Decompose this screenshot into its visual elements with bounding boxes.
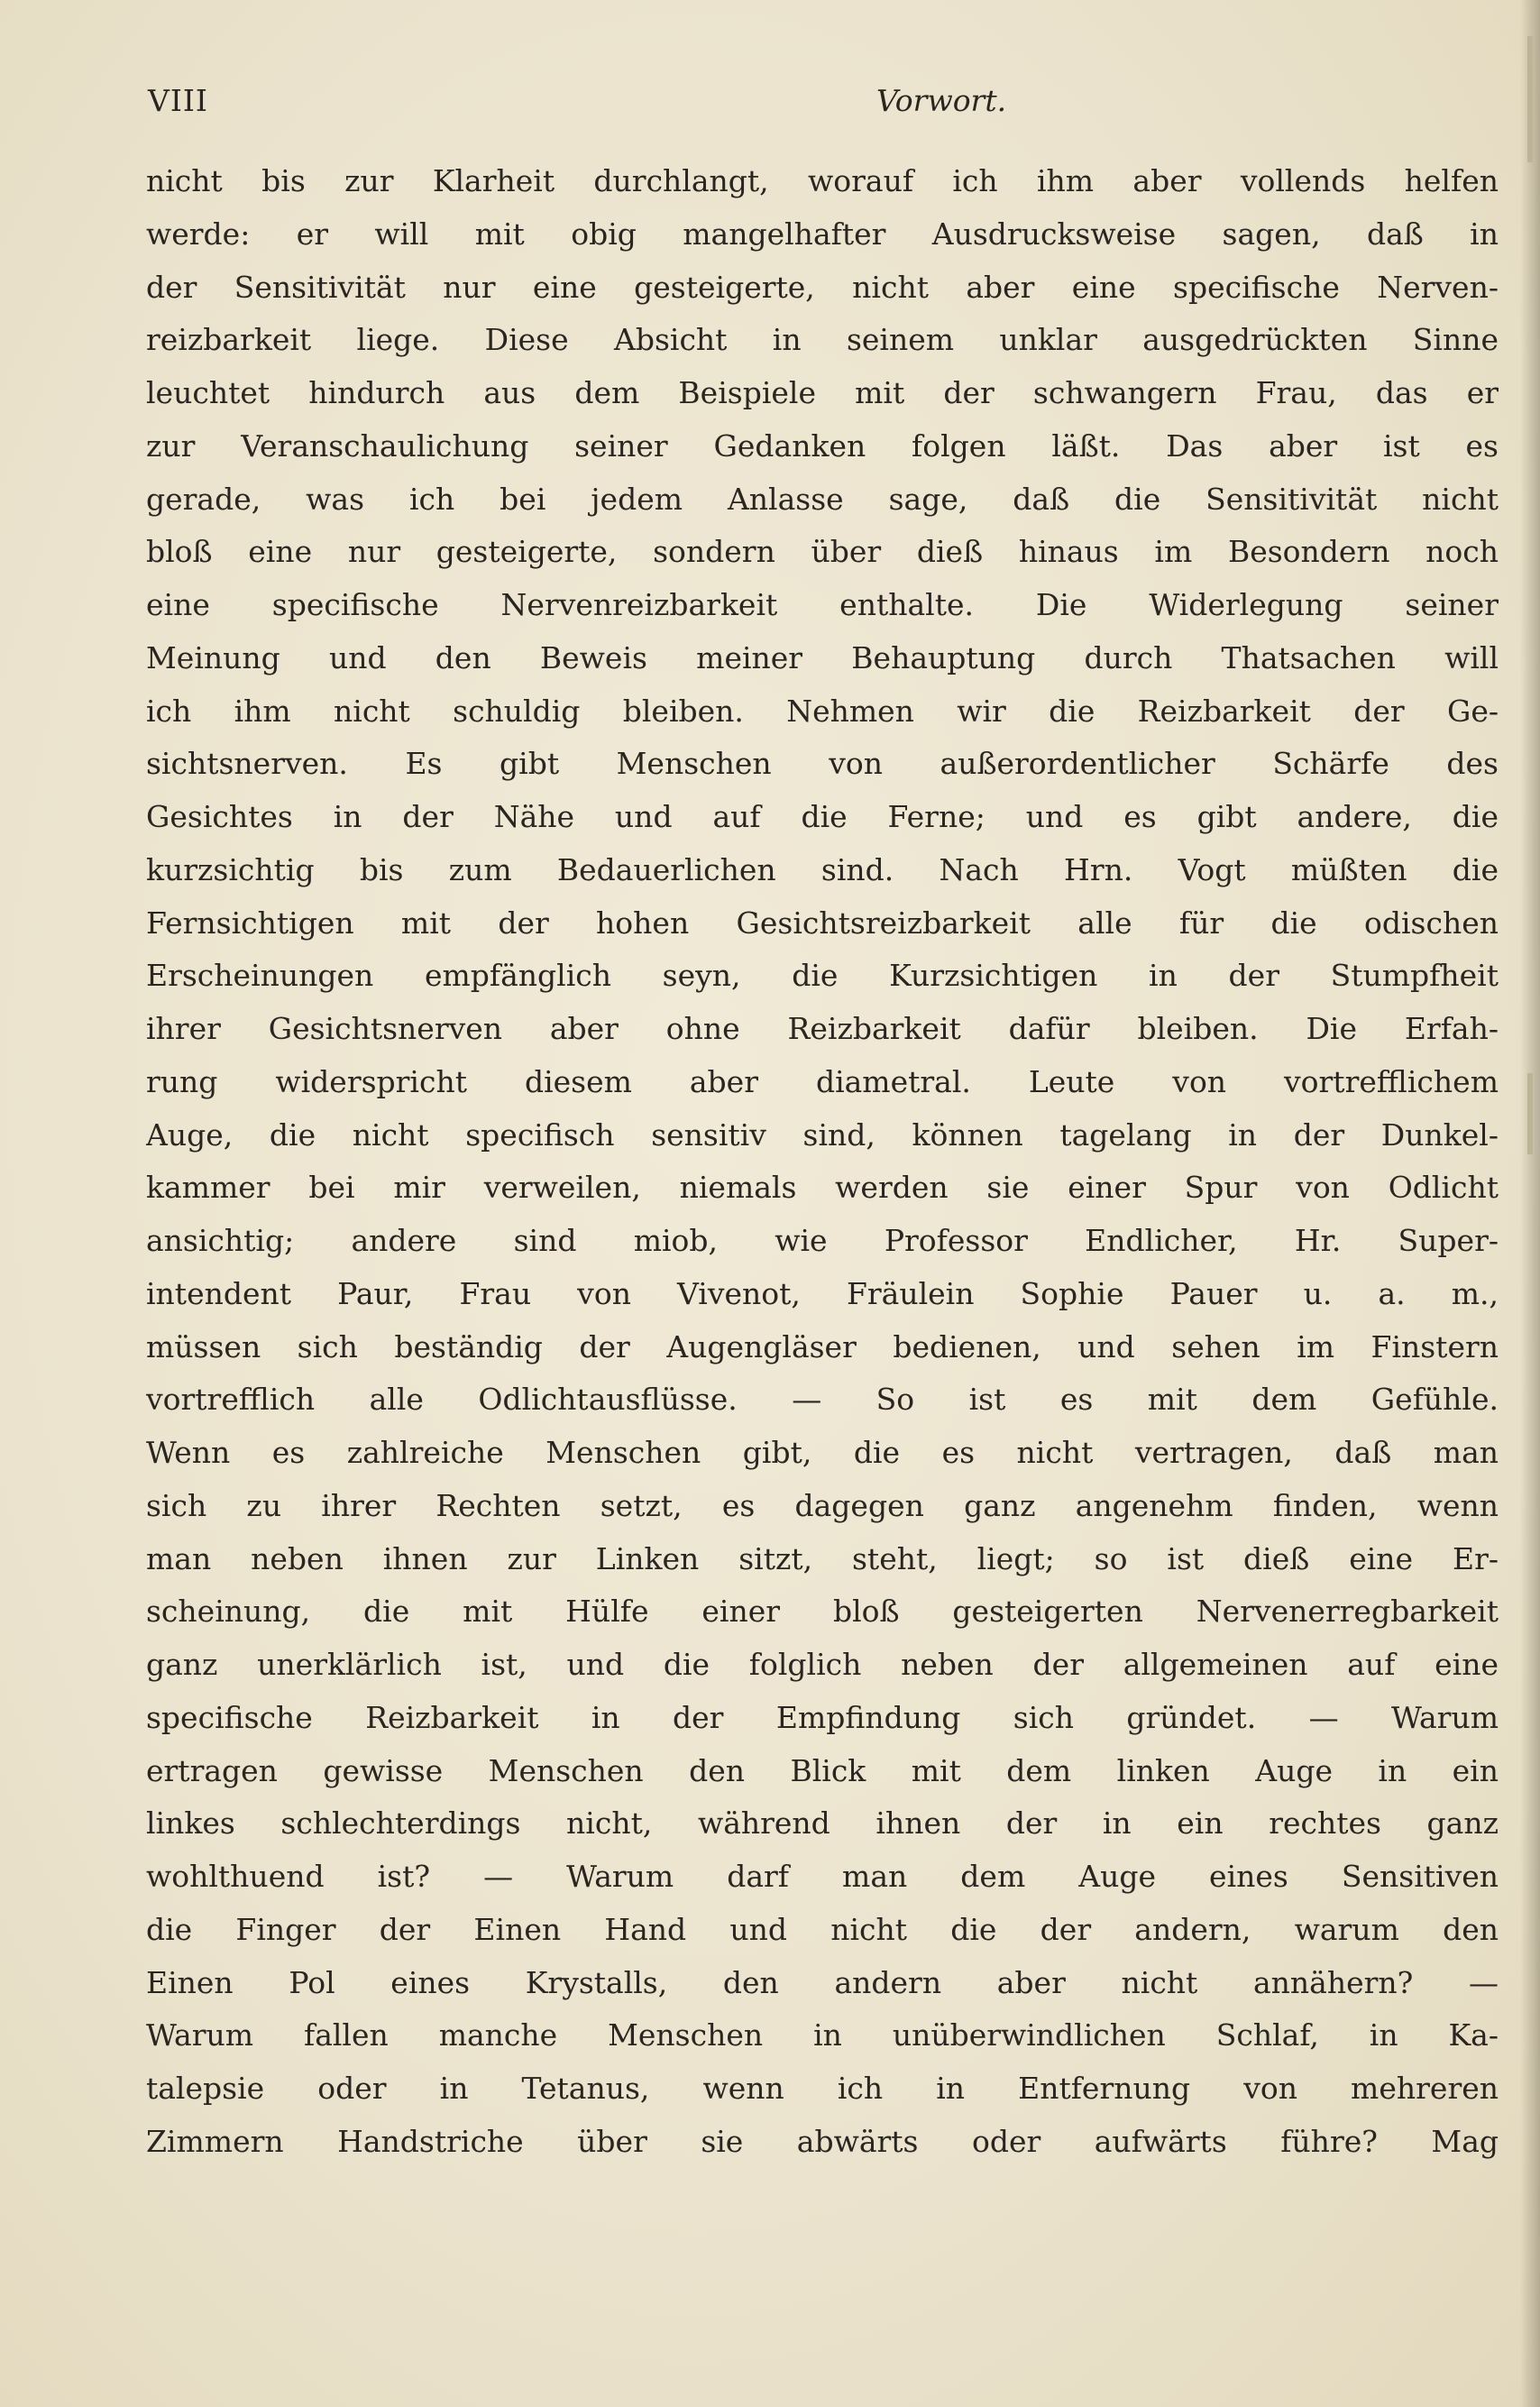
text-line: sich zu ihrer Rechten setzt, es dagegen ganz angenehm finden, wenn bbox=[146, 1487, 1499, 1523]
text-line: ich ihm nicht schuldig bleiben. Nehmen wir die Reizbarkeit der Ge- bbox=[146, 693, 1499, 729]
text-line: ihrer Gesichtsnerven aber ohne Reizbarkeit dafür bleiben. Die Erfah- bbox=[146, 1011, 1499, 1046]
text-line: wohlthuend ist? — Warum darf man dem Auge eines Sensitiven bbox=[146, 1859, 1499, 1894]
text-line: bloß eine nur gesteigerte, sondern über dieß hinaus im Besondern noch bbox=[146, 534, 1499, 570]
text-line: müssen sich beständig der Augengläser bedienen, und sehen im Finstern bbox=[146, 1328, 1499, 1364]
text-line: kurzsichtig bis zum Bedauerlichen sind. Nach Hrn. Vogt müßten die bbox=[146, 851, 1499, 887]
text-line: nicht bis zur Klarheit durchlangt, worauf ich ihm aber vollends helfen bbox=[146, 163, 1499, 198]
text-line: Fernsichtigen mit der hohen Gesichtsreizbarkeit alle für die odischen bbox=[146, 905, 1499, 941]
text-line: talepsie oder in Tetanus, wenn ich in Entfernung von mehreren bbox=[146, 2071, 1499, 2106]
text-line: linkes schlechterdings nicht, während ihnen der in ein rechtes ganz bbox=[146, 1805, 1499, 1842]
text-line: ganz unerklärlich ist, und die folglich neben der allgemeinen auf eine bbox=[146, 1647, 1499, 1682]
text-line: rung widerspricht diesem aber diametral. Leute von vortrefflichem bbox=[146, 1063, 1499, 1099]
text-line: zur Veranschaulichung seiner Gedanken folgen läßt. Das aber ist es bbox=[146, 427, 1499, 464]
text-line: Einen Pol eines Krystalls, den andern aber nicht annähern? — bbox=[146, 1964, 1499, 2000]
page-edge-mark bbox=[1527, 1073, 1533, 1154]
text-line: sichtsnerven. Es gibt Menschen von außerordentlicher Schärfe des bbox=[146, 746, 1499, 782]
text-line: Warum fallen manche Menschen in unüberwindlichen Schlaf, in Ka- bbox=[146, 2017, 1499, 2053]
text-line: Wenn es zahlreiche Menschen gibt, die es nicht vertragen, daß man bbox=[146, 1435, 1499, 1470]
text-line: werde: er will mit obig mangelhafter Ausdrucksweise sagen, daß in bbox=[146, 216, 1499, 252]
text-line: gerade, was ich bei jedem Anlasse sage, daß die Sensitivität nicht bbox=[146, 481, 1499, 517]
text-line: vortrefflich alle Odlichtausflüsse. — So ist es mit dem Gefühle. bbox=[146, 1382, 1499, 1418]
body-text bbox=[146, 155, 1499, 2169]
text-line: Zimmern Handstriche über sie abwärts oder aufwärts führe? Mag bbox=[146, 2123, 1499, 2159]
text-line: Erscheinungen empfänglich seyn, die Kurzsichtigen in der Stumpfheit bbox=[146, 958, 1499, 994]
text-line: kammer bei mir verweilen, niemals werden sie einer Spur von Odlicht bbox=[146, 1170, 1499, 1206]
text-line: eine specifische Nervenreizbarkeit enthalte. Die Widerlegung seiner bbox=[146, 587, 1499, 622]
text-line: ertragen gewisse Menschen den Blick mit dem linken Auge in ein bbox=[146, 1752, 1499, 1788]
text-line: der Sensitivität nur eine gesteigerte, nicht aber eine specifische Nerven- bbox=[146, 269, 1499, 305]
text-line: scheinung, die mit Hülfe einer bloß gesteigerten Nervenerregbarkeit bbox=[146, 1594, 1499, 1630]
text-line: die Finger der Einen Hand und nicht die der andern, warum den bbox=[146, 1911, 1499, 1947]
text-line: Meinung und den Beweis meiner Behauptung durch Thatsachen will bbox=[146, 639, 1499, 675]
text-line: specifische Reizbarkeit in der Empfindung sich gründet. — Warum bbox=[146, 1699, 1499, 1735]
text-line: reizbarkeit liege. Diese Absicht in seinem unklar ausgedrückten Sinne bbox=[146, 322, 1499, 358]
page-number: VIII bbox=[148, 83, 208, 118]
text-line: ansichtig; andere sind miob, wie Professor Endlicher, Hr. Super- bbox=[146, 1223, 1499, 1258]
text-line: man neben ihnen zur Linken sitzt, steht, liegt; so ist dieß eine Er- bbox=[146, 1540, 1499, 1576]
text-line: Auge, die nicht specifisch sensitiv sind, können tagelang in der Dunkel- bbox=[146, 1116, 1499, 1153]
text-line: leuchtet hindurch aus dem Beispiele mit der schwangern Frau, das er bbox=[146, 375, 1499, 410]
running-title: Vorwort. bbox=[876, 83, 1007, 118]
text-line: intendent Paur, Frau von Vivenot, Fräulein Sophie Pauer u. a. m., bbox=[146, 1275, 1499, 1311]
page-edge-shadow bbox=[1520, 0, 1540, 2407]
text-line: Gesichtes in der Nähe und auf die Ferne; und es gibt andere, die bbox=[146, 799, 1499, 834]
page-header bbox=[148, 83, 1536, 137]
